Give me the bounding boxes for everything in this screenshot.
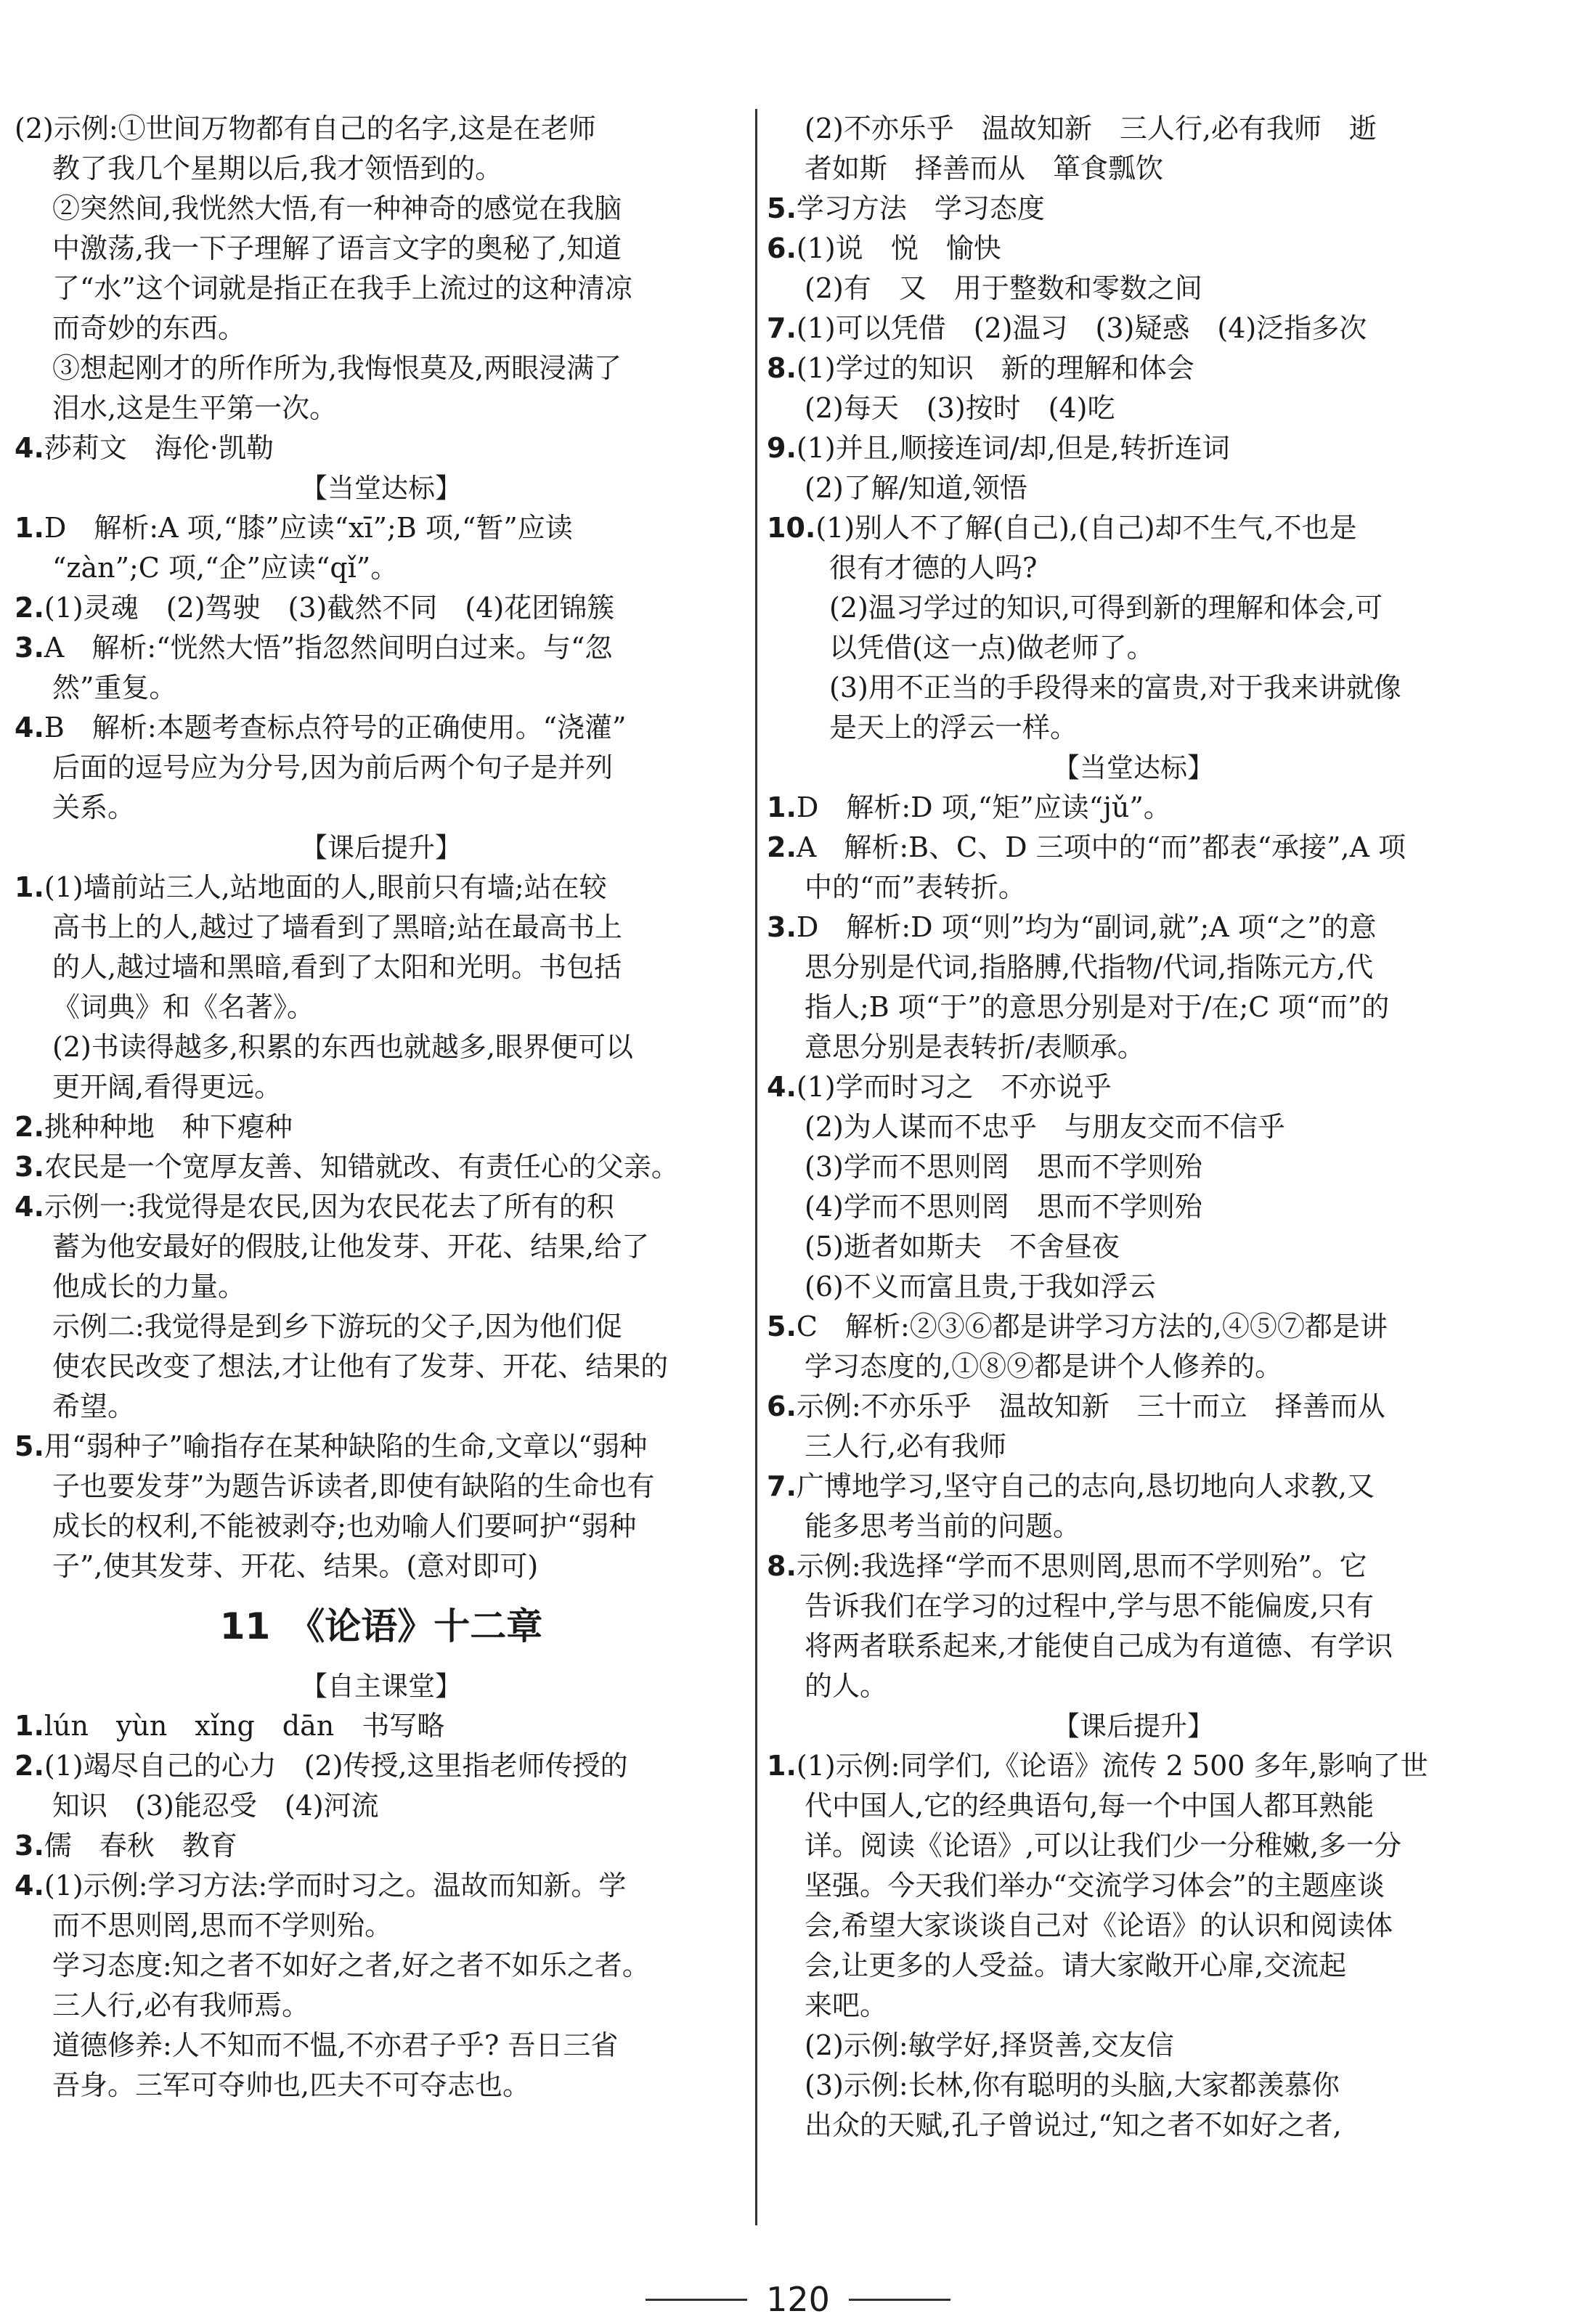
answer-item bbox=[15, 708, 748, 748]
line-text: (3)用不正当的手段得来的富贵,对于我来讲就像 bbox=[829, 672, 1401, 704]
answer-item bbox=[15, 1866, 748, 1906]
text-line bbox=[767, 468, 1500, 508]
line-text: B 解析:本题考查标点符号的正确使用。“浇灌” bbox=[44, 712, 627, 743]
right-column bbox=[767, 109, 1500, 2145]
text-line bbox=[15, 2026, 748, 2066]
page-footer bbox=[0, 2280, 1596, 2319]
line-text: 的人。 bbox=[805, 1670, 888, 1702]
item-number: 1. bbox=[15, 1710, 44, 1742]
text-line bbox=[15, 908, 748, 947]
line-text: 中激荡,我一下子理解了语言文字的奥秘了,知道 bbox=[52, 232, 622, 264]
text-line bbox=[15, 987, 748, 1027]
line-text: 知识 (3)能忍受 (4)河流 bbox=[52, 1790, 379, 1822]
text-line bbox=[15, 668, 748, 708]
section-heading bbox=[15, 468, 748, 508]
line-text: 学习方法 学习态度 bbox=[796, 192, 1045, 224]
line-text: (3)学而不思则罔 思而不学则殆 bbox=[805, 1151, 1202, 1183]
line-text: D 解析:D 项,“矩”应读“jǔ”。 bbox=[796, 791, 1171, 823]
answer-item bbox=[767, 1467, 1500, 1507]
text-line bbox=[767, 1906, 1500, 1946]
item-number: 4. bbox=[767, 1071, 797, 1103]
line-text: 【自主课堂】 bbox=[301, 1671, 462, 1702]
line-text: 坚强。今天我们举办“交流学习体会”的主题座谈 bbox=[805, 1870, 1385, 1902]
item-number: 4. bbox=[15, 1870, 44, 1902]
line-text: D 解析:A 项,“膝”应读“xī”;B 项,“暂”应读 bbox=[44, 512, 573, 544]
answer-item bbox=[15, 1107, 748, 1147]
text-line bbox=[15, 1467, 748, 1507]
line-text: 出众的天赋,孔子曾说过,“知之者不如好之者, bbox=[805, 2109, 1342, 2141]
answer-item bbox=[767, 828, 1500, 868]
line-text: (1)学过的知识 新的理解和体会 bbox=[796, 352, 1194, 384]
line-text: (2)了解/知道,领悟 bbox=[805, 472, 1027, 504]
text-line bbox=[15, 1067, 748, 1107]
line-text: (2)每天 (3)按时 (4)吃 bbox=[805, 392, 1115, 424]
line-text: 指人;B 项“于”的意思分别是对于/在;C 项“而”的 bbox=[805, 991, 1390, 1023]
line-text: 示例二:我觉得是到乡下游玩的父子,因为他们促 bbox=[52, 1311, 622, 1342]
answer-item bbox=[767, 309, 1500, 349]
left-column bbox=[15, 109, 748, 2106]
line-text: 详。阅读《论语》,可以让我们少一分稚嫩,多一分 bbox=[805, 1830, 1402, 1862]
line-text: 子”,使其发芽、开花、结果。(意对即可) bbox=[52, 1550, 539, 1582]
line-text: 以凭借(这一点)做老师了。 bbox=[829, 632, 1155, 664]
item-number: 3. bbox=[767, 911, 797, 943]
text-line bbox=[767, 628, 1500, 668]
text-line bbox=[767, 1427, 1500, 1467]
line-text: 学习态度:知之者不如好之者,好之者不如乐之者。 bbox=[52, 1949, 650, 1981]
line-text: 而不思则罔,思而不学则殆。 bbox=[52, 1910, 393, 1941]
text-line bbox=[767, 588, 1500, 628]
line-text: D 解析:D 项“则”均为“副词,就”;A 项“之”的意 bbox=[796, 911, 1377, 943]
answer-item bbox=[15, 588, 748, 628]
text-line bbox=[15, 149, 748, 189]
item-number: 4. bbox=[15, 712, 44, 743]
line-text: 来吧。 bbox=[805, 1989, 888, 2021]
line-text: 思分别是代词,指胳膊,代指物/代词,指陈元方,代 bbox=[805, 951, 1374, 983]
line-text: (2)有 又 用于整数和零数之间 bbox=[805, 272, 1202, 304]
line-text: 【课后提升】 bbox=[301, 832, 462, 863]
text-line bbox=[767, 149, 1500, 189]
line-text: 三人行,必有我师 bbox=[805, 1430, 1007, 1462]
page-number: 120 bbox=[766, 2280, 830, 2319]
text-line bbox=[767, 269, 1500, 309]
line-text: 挑种种地 种下瘪种 bbox=[44, 1111, 293, 1143]
line-text: (5)逝者如斯夫 不舍昼夜 bbox=[805, 1231, 1120, 1263]
line-text: (1)墙前站三人,站地面的人,眼前只有墙;站在较 bbox=[44, 871, 607, 903]
item-number: 3. bbox=[15, 632, 44, 664]
line-text: 是天上的浮云一样。 bbox=[829, 712, 1078, 743]
text-line bbox=[15, 1267, 748, 1307]
answer-item bbox=[15, 428, 748, 468]
item-number: 8. bbox=[767, 352, 797, 384]
text-line bbox=[15, 1986, 748, 2026]
text-line bbox=[15, 788, 748, 828]
line-text: 希望。 bbox=[52, 1390, 136, 1422]
text-line bbox=[15, 1546, 748, 1586]
line-text: ②突然间,我恍然大悟,有一种神奇的感觉在我脑 bbox=[52, 192, 622, 224]
line-text: ③想起刚才的所作所为,我悔恨莫及,两眼浸满了 bbox=[52, 352, 622, 384]
text-line bbox=[767, 947, 1500, 987]
item-number: 4. bbox=[15, 432, 44, 464]
line-text: 而奇妙的东西。 bbox=[52, 312, 246, 344]
line-text: 他成长的力量。 bbox=[52, 1271, 246, 1303]
line-text: (1)灵魂 (2)驾驶 (3)截然不同 (4)花团锦簇 bbox=[44, 592, 615, 624]
text-line bbox=[15, 2066, 748, 2106]
section-heading bbox=[767, 748, 1500, 788]
item-number: 5. bbox=[15, 1430, 44, 1462]
lesson-title bbox=[15, 1586, 748, 1666]
text-line bbox=[767, 2106, 1500, 2145]
answer-item bbox=[767, 189, 1500, 229]
item-number: 7. bbox=[767, 312, 797, 344]
line-text: (2)温习学过的知识,可得到新的理解和体会,可 bbox=[829, 592, 1383, 624]
answer-item bbox=[15, 508, 748, 548]
text-line bbox=[767, 1586, 1500, 1626]
answer-item bbox=[767, 908, 1500, 947]
text-line bbox=[15, 1027, 748, 1067]
text-line bbox=[767, 1267, 1500, 1307]
line-text: (6)不义而富且贵,于我如浮云 bbox=[805, 1271, 1156, 1303]
text-line bbox=[15, 269, 748, 309]
text-line bbox=[15, 1347, 748, 1387]
item-number: 1. bbox=[767, 791, 797, 823]
line-text: 11 《论语》十二章 bbox=[219, 1605, 543, 1647]
line-text: C 解析:②③⑥都是讲学习方法的,④⑤⑦都是讲 bbox=[796, 1311, 1388, 1342]
answer-item bbox=[767, 508, 1500, 548]
item-number: 1. bbox=[15, 871, 44, 903]
line-text: 示例:我选择“学而不思则罔,思而不学则殆”。它 bbox=[796, 1550, 1367, 1582]
answer-item bbox=[767, 1067, 1500, 1107]
item-number: 10. bbox=[767, 512, 816, 544]
text-line bbox=[767, 1507, 1500, 1546]
line-text: (2)示例:①世间万物都有自己的名字,这是在老师 bbox=[15, 113, 596, 144]
answer-item bbox=[767, 788, 1500, 828]
text-line bbox=[767, 1147, 1500, 1187]
answer-item bbox=[15, 1187, 748, 1227]
text-line bbox=[15, 748, 748, 788]
line-text: (4)学而不思则罔 思而不学则殆 bbox=[805, 1191, 1202, 1223]
line-text: A 解析:“恍然大悟”指忽然间明白过来。与“忽 bbox=[44, 632, 613, 664]
footer-rule-right bbox=[849, 2299, 950, 2301]
text-line bbox=[767, 1347, 1500, 1387]
line-text: 莎莉文 海伦·凯勒 bbox=[44, 432, 274, 464]
line-text: (2)为人谋而不忠乎 与朋友交而不信乎 bbox=[805, 1111, 1285, 1143]
text-line bbox=[767, 1626, 1500, 1666]
answer-item bbox=[767, 1746, 1500, 1786]
line-text: (1)示例:学习方法:学而时习之。温故而知新。学 bbox=[44, 1870, 627, 1902]
line-text: (2)书读得越多,积累的东西也就越多,眼界便可以 bbox=[52, 1031, 633, 1063]
line-text: 广博地学习,坚守自己的志向,恳切地向人求教,又 bbox=[796, 1470, 1375, 1502]
text-line bbox=[15, 189, 748, 229]
line-text: (1)学而时习之 不亦说乎 bbox=[796, 1071, 1112, 1103]
line-text: (1)示例:同学们,《论语》流传 2 500 多年,影响了世 bbox=[796, 1750, 1428, 1782]
item-number: 3. bbox=[15, 1830, 44, 1862]
answer-item bbox=[15, 868, 748, 908]
section-heading bbox=[15, 1666, 748, 1706]
text-line bbox=[15, 229, 748, 269]
text-line bbox=[15, 1227, 748, 1267]
answer-item bbox=[767, 229, 1500, 269]
item-number: 6. bbox=[767, 1390, 797, 1422]
text-line bbox=[767, 708, 1500, 748]
line-text: (1)竭尽自己的心力 (2)传授,这里指老师传授的 bbox=[44, 1750, 628, 1782]
line-text: 示例一:我觉得是农民,因为农民花去了所有的积 bbox=[44, 1191, 614, 1223]
text-line bbox=[767, 987, 1500, 1027]
text-line bbox=[15, 1946, 748, 1986]
line-text: 会,让更多的人受益。请大家敞开心扉,交流起 bbox=[805, 1949, 1347, 1981]
text-line bbox=[767, 1107, 1500, 1147]
item-number: 2. bbox=[15, 592, 44, 624]
line-text: 道德修养:人不知而不愠,不亦君子乎? 吾日三省 bbox=[52, 2029, 619, 2061]
column-divider bbox=[755, 109, 757, 2225]
line-text: 意思分别是表转折/表顺承。 bbox=[805, 1031, 1145, 1063]
text-line bbox=[15, 349, 748, 388]
item-number: 3. bbox=[15, 1151, 44, 1183]
line-text: 会,希望大家谈谈自己对《论语》的认识和阅读体 bbox=[805, 1910, 1393, 1941]
line-text: 高书上的人,越过了墙看到了黑暗;站在最高书上 bbox=[52, 911, 622, 943]
line-text: 三人行,必有我师焉。 bbox=[52, 1989, 310, 2021]
line-text: 能多思考当前的问题。 bbox=[805, 1510, 1081, 1542]
text-line bbox=[767, 1946, 1500, 1986]
line-text: A 解析:B、C、D 三项中的“而”都表“承接”,A 项 bbox=[796, 831, 1406, 863]
line-text: 使农民改变了想法,才让他有了发芽、开花、结果的 bbox=[52, 1350, 669, 1382]
line-text: 者如斯 择善而从 箪食瓢饮 bbox=[805, 152, 1164, 184]
line-text: “zàn”;C 项,“企”应读“qǐ”。 bbox=[52, 552, 399, 584]
line-text: 然”重复。 bbox=[52, 672, 177, 704]
text-line bbox=[767, 868, 1500, 908]
text-line bbox=[767, 668, 1500, 708]
line-text: 子也要发芽”为题告诉读者,即使有缺陷的生命也有 bbox=[52, 1470, 655, 1502]
section-heading bbox=[15, 828, 748, 868]
line-text: (1)别人不了解(自己),(自己)却不生气,不也是 bbox=[815, 512, 1357, 544]
text-line bbox=[767, 1227, 1500, 1267]
item-number: 7. bbox=[767, 1470, 797, 1502]
line-text: (2)示例:敏学好,择贤善,交友信 bbox=[805, 2029, 1174, 2061]
item-number: 9. bbox=[767, 432, 797, 464]
line-text: 【当堂达标】 bbox=[1053, 752, 1214, 783]
item-number: 4. bbox=[15, 1191, 44, 1223]
text-line bbox=[767, 1187, 1500, 1227]
line-text: (2)不亦乐乎 温故知新 三人行,必有我师 逝 bbox=[805, 113, 1377, 144]
line-text: 泪水,这是生平第一次。 bbox=[52, 392, 338, 424]
text-line bbox=[15, 309, 748, 349]
line-text: 中的“而”表转折。 bbox=[805, 871, 1026, 903]
line-text: 代中国人,它的经典语句,每一个中国人都耳熟能 bbox=[805, 1790, 1375, 1822]
answer-item bbox=[15, 1706, 748, 1746]
text-line bbox=[767, 388, 1500, 428]
line-text: 的人,越过墙和黑暗,看到了太阳和光明。书包括 bbox=[52, 951, 622, 983]
line-text: 【当堂达标】 bbox=[301, 473, 462, 504]
text-line bbox=[15, 388, 748, 428]
answer-item bbox=[15, 1746, 748, 1786]
text-line bbox=[767, 548, 1500, 588]
line-text: 了“水”这个词就是指正在我手上流过的这种清凉 bbox=[52, 272, 632, 304]
text-line bbox=[767, 2026, 1500, 2066]
line-text: 告诉我们在学习的过程中,学与思不能偏废,只有 bbox=[805, 1590, 1375, 1622]
footer-rule-left bbox=[646, 2299, 747, 2301]
answer-item bbox=[15, 1427, 748, 1467]
line-text: 【课后提升】 bbox=[1053, 1711, 1214, 1742]
line-text: 将两者联系起来,才能使自己成为有道德、有学识 bbox=[805, 1630, 1393, 1662]
answer-item bbox=[767, 349, 1500, 388]
item-number: 6. bbox=[767, 232, 797, 264]
line-text: 关系。 bbox=[52, 791, 136, 823]
text-line bbox=[15, 1786, 748, 1826]
text-line bbox=[767, 1666, 1500, 1706]
item-number: 8. bbox=[767, 1550, 797, 1582]
text-line bbox=[15, 1507, 748, 1546]
answer-item bbox=[767, 1307, 1500, 1347]
text-line bbox=[15, 109, 748, 149]
text-line bbox=[15, 1387, 748, 1427]
answer-item bbox=[15, 1147, 748, 1187]
line-text: 很有才德的人吗? bbox=[829, 552, 1038, 584]
item-number: 1. bbox=[15, 512, 44, 544]
text-line bbox=[15, 947, 748, 987]
section-heading bbox=[767, 1706, 1500, 1746]
item-number: 5. bbox=[767, 1311, 797, 1342]
text-line bbox=[767, 1826, 1500, 1866]
item-number: 5. bbox=[767, 192, 797, 224]
line-text: (1)可以凭借 (2)温习 (3)疑惑 (4)泛指多次 bbox=[796, 312, 1367, 344]
line-text: 学习态度的,①⑧⑨都是讲个人修养的。 bbox=[805, 1350, 1283, 1382]
line-text: 《词典》和《名著》。 bbox=[52, 991, 315, 1023]
line-text: 更开阔,看得更远。 bbox=[52, 1071, 282, 1103]
text-line bbox=[767, 1786, 1500, 1826]
text-line bbox=[15, 548, 748, 588]
item-number: 2. bbox=[15, 1750, 44, 1782]
text-line bbox=[767, 1986, 1500, 2026]
line-text: 蓄为他安最好的假肢,让他发芽、开花、结果,给了 bbox=[52, 1231, 650, 1263]
text-line bbox=[767, 1027, 1500, 1067]
line-text: 用“弱种子”喻指存在某种缺陷的生命,文章以“弱种 bbox=[44, 1430, 648, 1462]
answer-item bbox=[767, 1387, 1500, 1427]
text-line bbox=[15, 1307, 748, 1347]
item-number: 2. bbox=[767, 831, 797, 863]
line-text: 后面的逗号应为分号,因为前后两个句子是并列 bbox=[52, 751, 614, 783]
text-line bbox=[767, 2066, 1500, 2106]
line-text: lún yùn xǐng dān 书写略 bbox=[44, 1710, 445, 1742]
line-text: (3)示例:长林,你有聪明的头脑,大家都羡慕你 bbox=[805, 2069, 1340, 2101]
line-text: 吾身。三军可夺帅也,匹夫不可夺志也。 bbox=[52, 2069, 531, 2101]
line-text: 成长的权利,不能被剥夺;也劝喻人们要呵护“弱种 bbox=[52, 1510, 637, 1542]
answer-item bbox=[15, 1826, 748, 1866]
answer-item bbox=[15, 628, 748, 668]
line-text: 儒 春秋 教育 bbox=[44, 1830, 237, 1862]
line-text: (1)并且,顺接连词/却,但是,转折连词 bbox=[796, 432, 1230, 464]
line-text: (1)说 悦 愉快 bbox=[796, 232, 1001, 264]
line-text: 示例:不亦乐乎 温故知新 三十而立 择善而从 bbox=[796, 1390, 1385, 1422]
line-text: 教了我几个星期以后,我才领悟到的。 bbox=[52, 152, 503, 184]
text-line bbox=[15, 1906, 748, 1946]
text-line bbox=[767, 109, 1500, 149]
answer-item bbox=[767, 428, 1500, 468]
answer-item bbox=[767, 1546, 1500, 1586]
item-number: 1. bbox=[767, 1750, 797, 1782]
line-text: 农民是一个宽厚友善、知错就改、有责任心的父亲。 bbox=[44, 1151, 679, 1183]
item-number: 2. bbox=[15, 1111, 44, 1143]
text-line bbox=[767, 1866, 1500, 1906]
